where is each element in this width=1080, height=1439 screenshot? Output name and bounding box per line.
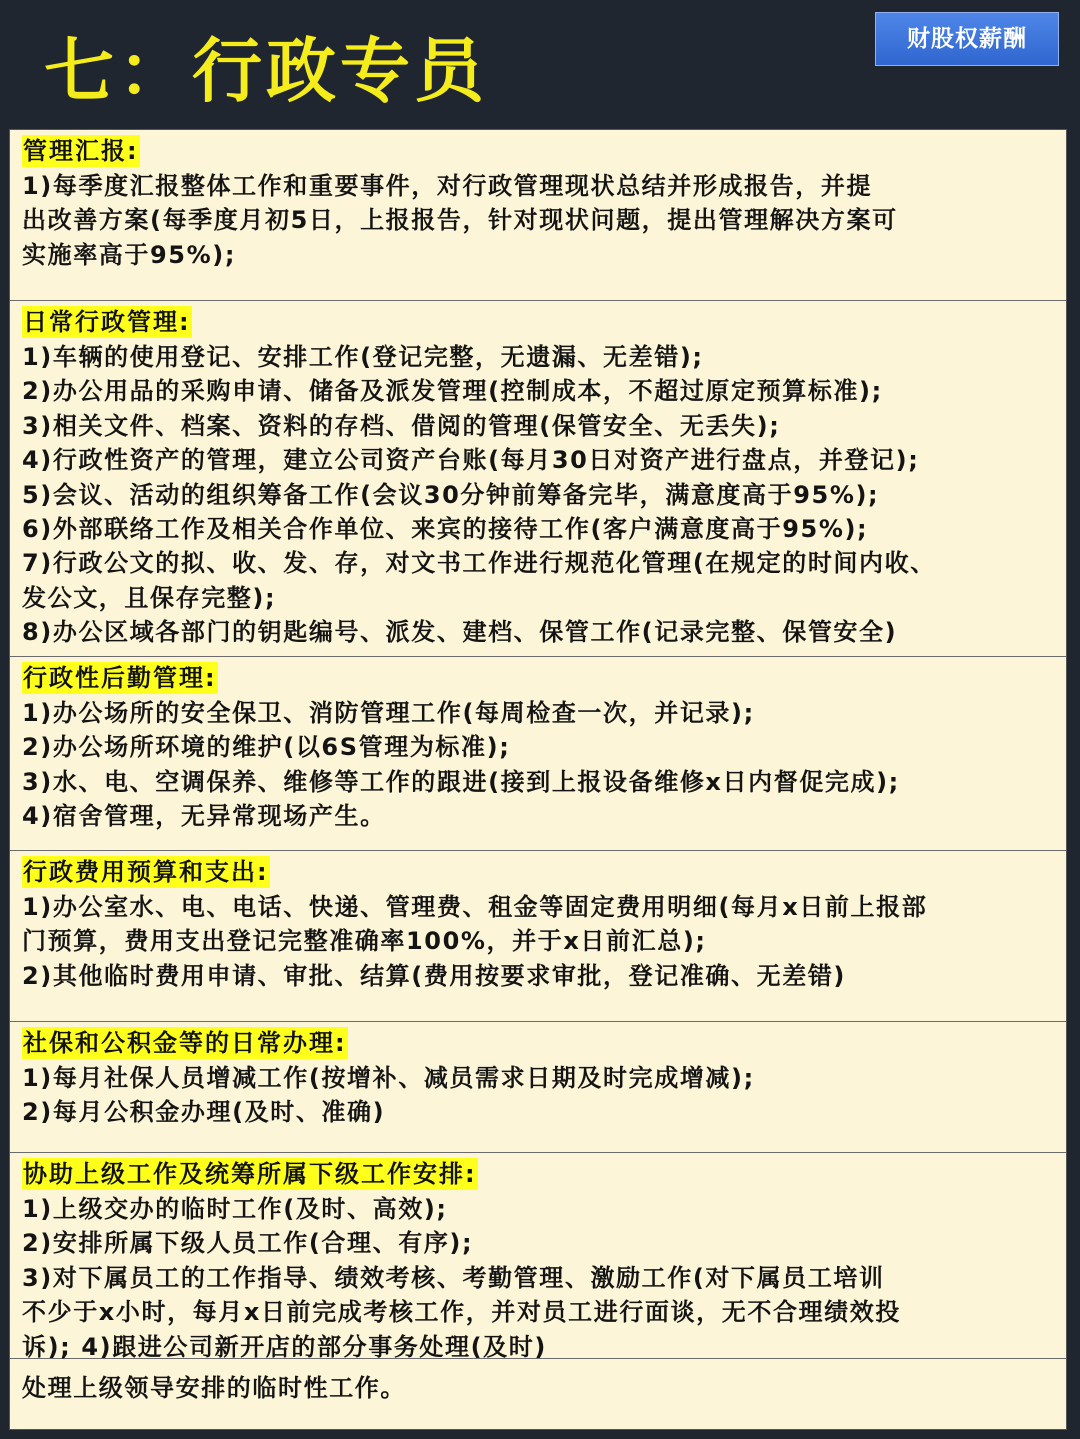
- list-item: 4)宿舍管理，无异常现场产生。: [22, 802, 386, 831]
- list-item: 3)对下属员工的工作指导、绩效考核、考勤管理、激励工作(对下属员工培训: [22, 1263, 885, 1292]
- section-management-report: [10, 130, 1066, 301]
- list-item: 3)相关文件、档案、资料的存档、借阅的管理(保管安全、无丢失);: [22, 411, 781, 440]
- section-title: 协助上级工作及统筹所属下级工作安排:: [23, 1160, 477, 1188]
- list-item: 门预算，费用支出登记完整准确率100%，并于x日前汇总);: [22, 927, 707, 956]
- page-title: 七：行政专员: [44, 30, 488, 112]
- list-item: 2)办公用品的采购申请、储备及派发管理(控制成本，不超过原定预算标准);: [22, 377, 883, 406]
- list-item: 3)水、电、空调保养、维修等工作的跟进(接到上报设备维修x日内督促完成);: [22, 767, 900, 796]
- list-item: 1)办公场所的安全保卫、消防管理工作(每周检查一次，并记录);: [22, 699, 755, 727]
- list-item: 2)办公场所环境的维护(以6S管理为标准);: [22, 733, 511, 762]
- content-panel: [9, 129, 1067, 1430]
- list-item: 1)上级交办的临时工作(及时、高效);: [22, 1195, 448, 1223]
- list-item: 2)安排所属下级人员工作(合理、有序);: [22, 1229, 474, 1258]
- list-item: 1)每月社保人员增减工作(按增补、减员需求日期及时完成增减);: [22, 1064, 755, 1092]
- list-item: 发公文，且保存完整);: [22, 583, 277, 612]
- list-item: 2)每月公积金办理(及时、准确): [22, 1098, 386, 1127]
- section-title: 日常行政管理:: [23, 308, 191, 336]
- brand-badge: 财股权薪酬: [875, 12, 1059, 66]
- list-item: 6)外部联络工作及相关合作单位、来宾的接待工作(客户满意度高于95%);: [22, 515, 869, 544]
- list-item: 1)办公室水、电、电话、快递、管理费、租金等固定费用明细(每月x日前上报部: [22, 893, 928, 921]
- list-item: 不少于x小时，每月x日前完成考核工作，并对员工进行面谈，无不合理绩效投: [22, 1298, 901, 1327]
- section-title: 行政性后勤管理:: [23, 664, 217, 692]
- section-temporary-work: [10, 1359, 1066, 1429]
- list-item: 处理上级领导安排的临时性工作。: [22, 1374, 406, 1402]
- list-item: 7)行政公文的拟、收、发、存，对文书工作进行规范化管理(在规定的时间内收、: [22, 549, 936, 578]
- list-item: 4)行政性资产的管理，建立公司资产台账(每月30日对资产进行盘点，并登记);: [22, 446, 920, 475]
- section-social-insurance: [10, 1022, 1066, 1153]
- list-item: 1)每季度汇报整体工作和重要事件，对行政管理现状总结并形成报告，并提: [22, 172, 873, 200]
- list-item: 出改善方案(每季度月初5日，上报报告，针对现状问题，提出管理解决方案可: [22, 206, 898, 235]
- list-item: 5)会议、活动的组织筹备工作(会议30分钟前筹备完毕，满意度高于95%);: [22, 480, 880, 509]
- list-item: 诉); 4)跟进公司新开店的部分事务处理(及时): [22, 1332, 547, 1361]
- section-logistics: [10, 657, 1066, 851]
- section-title: 社保和公积金等的日常办理:: [23, 1029, 347, 1057]
- header: [0, 0, 1080, 128]
- section-title: 管理汇报:: [23, 137, 139, 165]
- list-item: 2)其他临时费用申请、审批、结算(费用按要求审批，登记准确、无差错): [22, 961, 847, 990]
- list-item: 1)车辆的使用登记、安排工作(登记完整，无遗漏、无差错);: [22, 343, 704, 371]
- section-budget: [10, 851, 1066, 1022]
- list-item: 实施率高于95%);: [22, 240, 237, 269]
- section-title: 行政费用预算和支出:: [23, 858, 269, 886]
- section-assist-superior: [10, 1153, 1066, 1359]
- list-item: 8)办公区域各部门的钥匙编号、派发、建档、保管工作(记录完整、保管安全): [22, 618, 898, 647]
- section-daily-admin: [10, 301, 1066, 657]
